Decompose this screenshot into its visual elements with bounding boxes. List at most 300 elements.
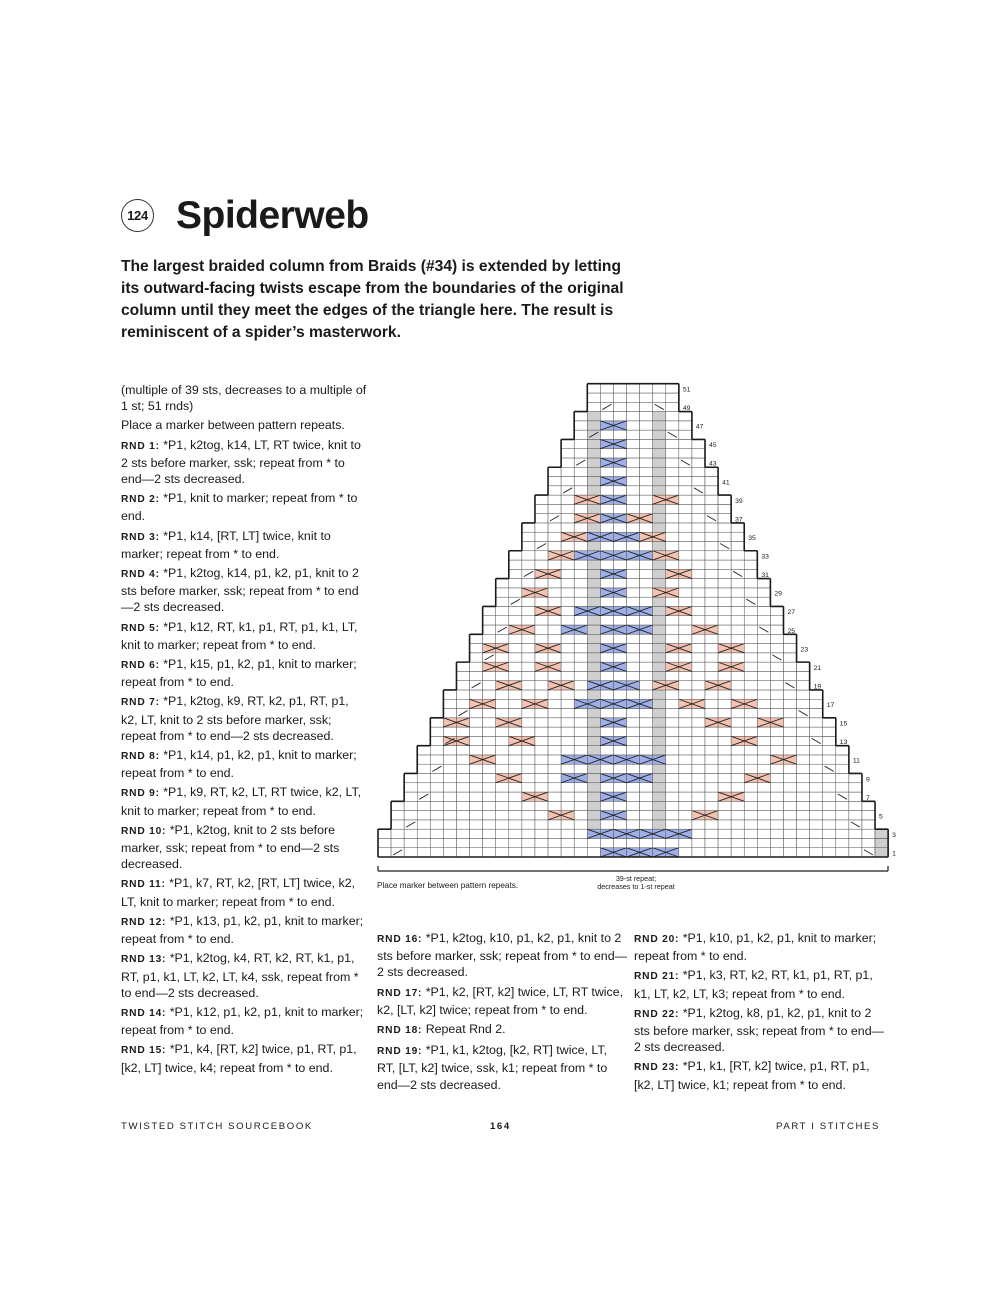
chart-cell-purl-edge [679,421,692,430]
chart-cell [718,523,731,532]
chart-cell [705,755,718,764]
chart-cell [653,671,666,680]
chart-cell [613,616,626,625]
chart-cell [561,653,574,662]
chart-cell [783,829,796,838]
chart-cell [640,430,653,439]
chart-cell [797,718,810,727]
chart-cell [535,764,548,773]
chart-cell [692,541,705,550]
chart-cell [653,820,666,829]
chart-cell [509,727,522,736]
chart-cell [391,801,404,810]
chart-cell [627,449,640,458]
chart-cell [718,755,731,764]
chart-cell [783,736,796,745]
chart-cell [587,449,600,458]
chart-cell [483,764,496,773]
chart-cell [692,551,705,560]
chart-cell [627,421,640,430]
chart-cell [653,477,666,486]
chart-cell [456,736,469,745]
chart-cell [548,848,561,857]
chart-cell [679,783,692,792]
chart-cell [561,625,574,634]
round-label: RND 1: [121,440,160,452]
chart-cell [600,690,613,699]
chart-cell [666,792,679,801]
chart-cell [653,681,666,690]
chart-cell [561,467,574,476]
chart-cell [587,727,600,736]
round-label: RND 17: [377,987,423,999]
chart-cell [522,523,535,532]
chart-cell [613,560,626,569]
round-instruction [121,656,367,690]
chart-cell [548,755,561,764]
chart-cell [509,606,522,615]
round-instruction [121,528,367,562]
chart-cell [456,829,469,838]
chart-cell [587,690,600,699]
chart-cell [613,644,626,653]
chart-cell [522,560,535,569]
chart-cell [718,746,731,755]
chart-cell [535,792,548,801]
round-label: RND 21: [634,971,680,983]
chart-cell [574,597,587,606]
chart-cell [810,773,823,782]
chart-cell [679,755,692,764]
row-label: 11 [852,757,860,765]
chart-cell [456,681,469,690]
chart-cell [600,467,613,476]
chart-cell [679,634,692,643]
chart-cell [522,644,535,653]
chart-cell [522,829,535,838]
chart-cell [600,421,613,430]
chart-cell [862,838,875,847]
chart-cell [653,653,666,662]
chart-cell [430,838,443,847]
chart-cell-purl-edge [757,597,770,606]
chart-cell [836,838,849,847]
round-instruction [121,950,367,1001]
chart-cell [718,811,731,820]
chart-cell [797,783,810,792]
chart-cell [744,773,757,782]
round-text: *P1, k7, RT, k2, [RT, LT] twice, k2, LT, knit to marker; repeat from * to end. [121,876,356,909]
chart-cell [613,504,626,513]
chart-cell [548,569,561,578]
chart-cell [470,634,483,643]
chart-cell [718,551,731,560]
chart-cell [548,671,561,680]
chart-cell [627,597,640,606]
chart-cell [613,569,626,578]
multiple-note: (multiple of 39 sts, decreases to a multiple of 1 st; 51 rnds) [121,383,367,414]
chart-cell [757,746,770,755]
round-instruction [377,1021,627,1039]
chart-cell [627,727,640,736]
chart-cell [613,597,626,606]
chart-cell [692,764,705,773]
chart-cell [627,848,640,857]
chart-cell [731,838,744,847]
chart-cell [561,709,574,718]
chart-cell [797,746,810,755]
chart-cell [600,653,613,662]
chart-cell [705,783,718,792]
chart-cell [640,727,653,736]
chart-cell [705,792,718,801]
footer-page-number: 164 [490,1121,511,1132]
chart-cell [627,671,640,680]
chart-cell [613,783,626,792]
chart-cell [823,792,836,801]
chart-cell-purl-edge [797,671,810,680]
chart-cell [483,736,496,745]
chart-cell [522,532,535,541]
chart-cell [757,662,770,671]
chart-cell [417,811,430,820]
chart-cell [483,718,496,727]
chart-cell [561,662,574,671]
chart-cell-purl-edge [836,764,849,773]
chart-cell [430,792,443,801]
round-text: *P1, k2tog, k8, p1, k2, p1, knit to 2 sts before marker, ssk; repeat from * to end—2 sts decreased. [634,1005,884,1055]
chart-cell [417,838,430,847]
chart-cell [456,792,469,801]
chart-cell [509,709,522,718]
chart-cell [744,690,757,699]
chart-cell [587,838,600,847]
chart-cell [496,709,509,718]
round-label: RND 12: [121,916,167,928]
chart-cell [731,736,744,745]
chart-cell [666,699,679,708]
chart-cell [627,514,640,523]
chart-cell [483,606,496,615]
chart-cell [692,477,705,486]
chart-cell [692,588,705,597]
round-text: *P1, k12, p1, k2, p1, knit to marker; repeat from * to end. [121,1004,364,1038]
chart-cell [705,690,718,699]
chart-cell [613,486,626,495]
footer-book-title: TWISTED STITCH SOURCEBOOK [121,1121,313,1132]
chart-cell [653,709,666,718]
chart-cell [718,820,731,829]
chart-cell [705,560,718,569]
chart-cell [417,820,430,829]
chart-cell [430,811,443,820]
chart-cell [496,690,509,699]
chart-cell [600,616,613,625]
chart-cell [587,458,600,467]
chart-cell [640,811,653,820]
chart-cell [574,783,587,792]
chart-cell-purl-edge [849,773,862,782]
chart-cell [574,467,587,476]
chart-cell [653,504,666,513]
chart-cell [548,662,561,671]
chart-cell [640,773,653,782]
chart-cell [600,597,613,606]
chart-cell [496,681,509,690]
chart-cell [679,699,692,708]
chart-cell [783,746,796,755]
chart-cell [613,820,626,829]
chart-cell [757,811,770,820]
chart-cell [417,746,430,755]
chart-cell [679,514,692,523]
instructions-column-right [634,930,884,1096]
chart-cell [430,746,443,755]
chart-cell [692,504,705,513]
chart-cell [692,671,705,680]
chart-cell [574,848,587,857]
chart-cell [770,746,783,755]
chart-cell [548,616,561,625]
round-text: *P1, k10, p1, k2, p1, knit to marker; repeat from * to end. [634,931,877,964]
chart-cell [522,736,535,745]
chart-cell [627,569,640,578]
chart-cell [574,625,587,634]
round-text: *P1, k2tog, k10, p1, k2, p1, knit to 2 sts before marker, ssk; repeat from * to end—2 sts decreased. [377,931,627,980]
chart-cell [483,829,496,838]
chart-cell [653,551,666,560]
chart-cell [587,477,600,486]
chart-cell [483,709,496,718]
chart-cell [522,541,535,550]
chart-cell [744,746,757,755]
round-text: *P1, knit to marker; repeat from * to end. [121,491,358,524]
pattern-number-badge [121,199,154,232]
chart-cell [600,569,613,578]
chart-cell [705,597,718,606]
chart-cell [574,755,587,764]
chart-cell [561,699,574,708]
chart-cell [692,783,705,792]
chart-cell [627,504,640,513]
chart-cell [770,671,783,680]
chart-cell [535,709,548,718]
chart-cell [640,495,653,504]
chart-cell [679,477,692,486]
chart-cell [561,811,574,820]
chart-cell [653,606,666,615]
chart-cell [731,625,744,634]
chart-cell-purl-edge [718,504,731,513]
chart-cell [653,597,666,606]
chart-cell [600,801,613,810]
chart-cell [627,653,640,662]
chart-cell [470,773,483,782]
chart-cell [731,820,744,829]
chart-cell [757,653,770,662]
chart-cell [783,690,796,699]
chart-cell [627,560,640,569]
chart-cell [692,467,705,476]
chart-cell [627,755,640,764]
chart-cell [836,811,849,820]
chart-cell [666,458,679,467]
chart-cell [587,597,600,606]
chart-cell [770,764,783,773]
chart-cell [797,699,810,708]
chart-cell [627,384,640,393]
chart-cell [613,848,626,857]
chart-cell [535,783,548,792]
chart-cell [509,653,522,662]
chart-cell [600,486,613,495]
chart-cell [522,764,535,773]
chart-cell [613,801,626,810]
chart-cell [770,838,783,847]
chart-cell [470,829,483,838]
chart-cell [731,579,744,588]
row-label: 29 [774,590,782,598]
chart-cell [731,560,744,569]
chart-cell [456,820,469,829]
chart-cell [783,773,796,782]
chart-cell [718,829,731,838]
chart-cell [600,764,613,773]
chart-cell [443,829,456,838]
chart-cell [600,820,613,829]
chart-cell [613,625,626,634]
round-label: RND 19: [377,1046,423,1058]
chart-cell [561,477,574,486]
chart-cell [574,439,587,448]
chart-cell [613,430,626,439]
chart-cell [666,439,679,448]
chart-cell [653,412,666,421]
chart-cell [731,644,744,653]
chart-cell [640,439,653,448]
chart-cell [574,588,587,597]
chart-cell [627,588,640,597]
chart-cell [456,764,469,773]
chart-cell [430,727,443,736]
chart-cell [561,746,574,755]
chart-cell [744,653,757,662]
chart-cell [640,523,653,532]
round-instruction [634,1058,884,1092]
round-label: RND 6: [121,660,160,672]
round-text: Repeat Rnd 2. [425,1022,506,1037]
chart-cell [731,811,744,820]
chart-cell [587,467,600,476]
chart-cell [600,579,613,588]
chart-cell [836,783,849,792]
chart-cell [770,727,783,736]
chart-cell [613,653,626,662]
chart-cell [744,764,757,773]
round-label: RND 22: [634,1008,680,1020]
chart-cell [640,699,653,708]
chart-cell [797,829,810,838]
chart-cell [456,699,469,708]
chart-cell [679,449,692,458]
chart-cell [744,801,757,810]
chart-cell [404,811,417,820]
chart-cell [561,579,574,588]
chart-cell [810,792,823,801]
chart-cell [587,579,600,588]
chart-cell [456,671,469,680]
chart-cell [587,801,600,810]
chart-cell [483,792,496,801]
chart-cell [443,783,456,792]
chart-cell [456,811,469,820]
chart-cell [653,718,666,727]
chart-cell [823,811,836,820]
chart-cell [522,783,535,792]
chart-cell [718,792,731,801]
chart-cell [718,634,731,643]
chart-cell [574,449,587,458]
chart-cell [640,402,653,411]
chart-cell [640,384,653,393]
chart-cell [640,393,653,402]
chart-cell [548,477,561,486]
chart-cell [653,588,666,597]
chart-cell [640,801,653,810]
round-instruction [121,822,367,873]
chart-cell [810,838,823,847]
chart-cell [443,811,456,820]
chart-cell-purl-edge [744,569,757,578]
chart-cell [653,560,666,569]
chart-cell [849,848,862,857]
round-text: *P1, k1, k2tog, [k2, RT] twice, LT, RT, [LT, k2] twice, ssk, k1; repeat from * to end—2 sts decreased. [377,1043,608,1092]
chart-cell [456,727,469,736]
row-label: 27 [787,609,796,617]
chart-cell [666,449,679,458]
chart-cell [522,662,535,671]
chart-cell [509,755,522,764]
chart-cell [810,848,823,857]
chart-cell [613,718,626,727]
chart-cell [640,653,653,662]
chart-cell [744,727,757,736]
chart-cell [535,504,548,513]
chart-cell [679,541,692,550]
chart-cell [574,736,587,745]
chart-cell [731,783,744,792]
chart-cell [522,588,535,597]
chart-cell [627,801,640,810]
chart-cell [653,699,666,708]
chart-cell [561,514,574,523]
chart-cell [496,764,509,773]
row-label: 43 [709,460,717,468]
chart-cell [587,560,600,569]
chart-cell [731,718,744,727]
chart-cell [679,616,692,625]
chart-cell-purl-edge [731,541,744,550]
chart-cell [627,430,640,439]
chart-cell [548,838,561,847]
chart-cell [679,727,692,736]
chart-cell [653,467,666,476]
chart-cell [522,801,535,810]
chart-cell [430,773,443,782]
chart-cell [692,746,705,755]
chart-cell [535,523,548,532]
chart-cell [496,792,509,801]
